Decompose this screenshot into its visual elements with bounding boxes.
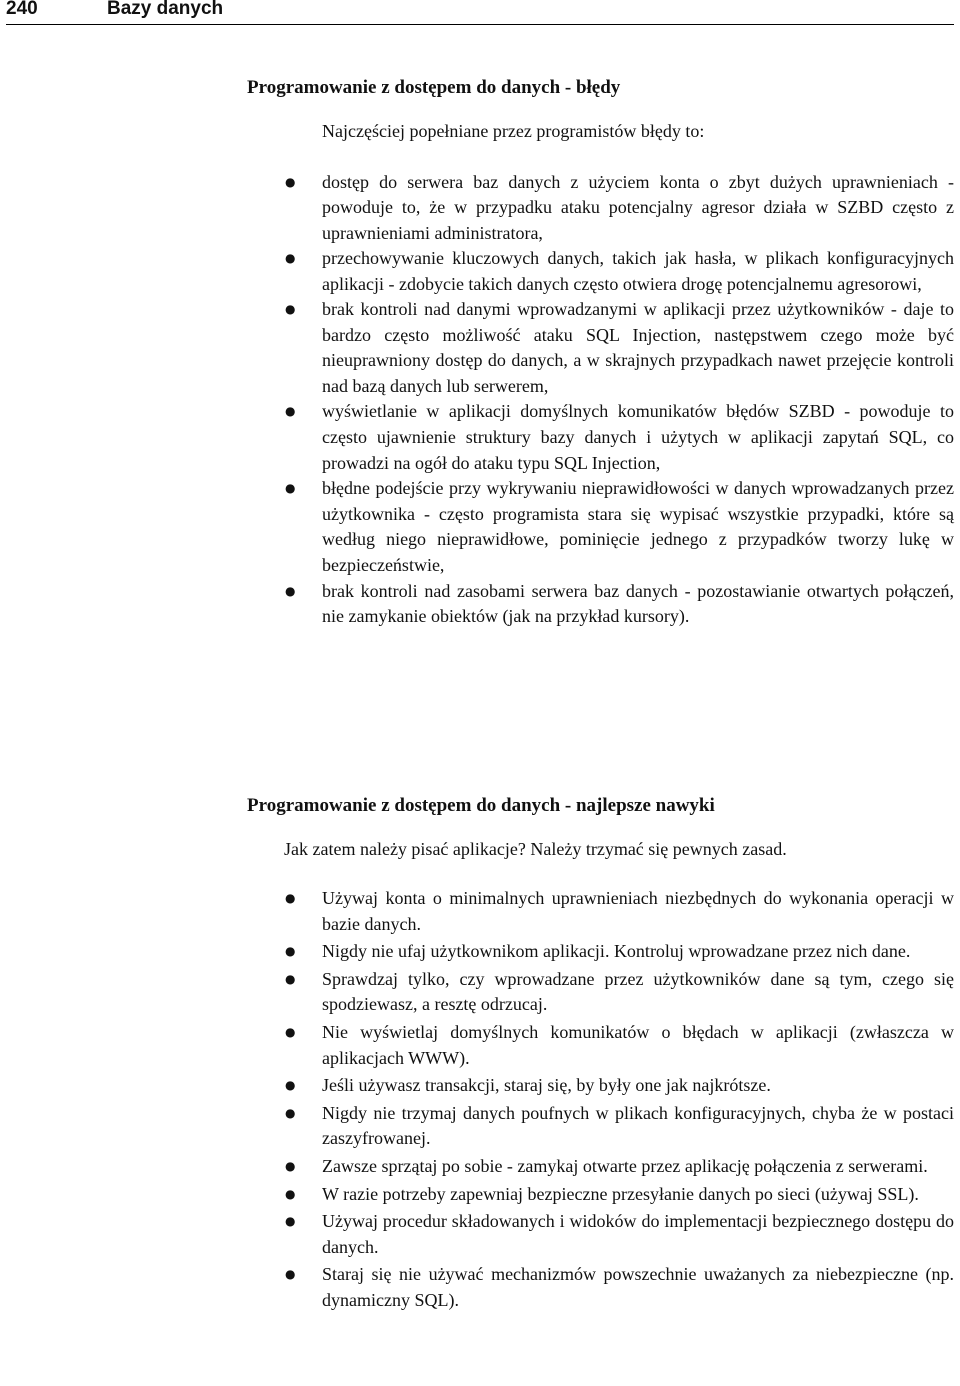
- page-number: 240: [6, 0, 38, 19]
- bullet-icon: ●: [285, 1078, 296, 1093]
- best-practices-list: [285, 886, 954, 1316]
- section-intro-best-practices: Jak zatem należy pisać aplikacje? Należy trzymać się pewnych zasad.: [284, 839, 787, 859]
- bullet-icon: ●: [285, 404, 296, 419]
- list-item: ● Używaj procedur składowanych i widoków do implementacji bezpiecznego dostępu do danych.: [285, 1211, 954, 1257]
- bullet-icon: ●: [285, 891, 296, 905]
- list-item: ● Staraj się nie używać mechanizmów powszechnie uważanych za niebezpieczne (np. dynamiczny SQL).: [285, 1264, 954, 1310]
- list-item: ● brak kontroli nad zasobami serwera baz danych - pozostawianie otwartych połączeń, nie zamykanie obiektów (jak na przykład kursory).: [285, 580, 954, 627]
- section-title-errors: Programowanie z dostępem do danych - błędy: [247, 77, 621, 98]
- list-item: ● Nigdy nie trzymaj danych poufnych w plikach konfiguracyjnych, chyba że w postaci zaszyfrowanej.: [285, 1102, 954, 1149]
- list-item: ● dostęp do serwera baz danych z użyciem konta o zbyt dużych uprawnieniach - powoduje to, że w przypadku ataku potencjalny agresor działa w SZBD często z uprawnieniami administratora,: [285, 172, 954, 243]
- errors-list: [285, 170, 954, 630]
- list-item: ● wyświetlanie w aplikacji domyślnych komunikatów błędów SZBD - powoduje to często ujawnienie struktury bazy danych i użytych w aplikacji zapytań SQL, co prowadzi na ogół do ataku typu SQL Injection,: [285, 401, 954, 473]
- list-item: ● Nigdy nie ufaj użytkownikom aplikacji. Kontroluj wprowadzane przez nich dane.: [322, 939, 954, 965]
- bullet-icon: ●: [285, 175, 296, 189]
- list-item: ● Jeśli używasz transakcji, staraj się, by były one jak najkrótsze.: [322, 1073, 954, 1099]
- page-header: [6, 0, 954, 25]
- list-item: ● brak kontroli nad danymi wprowadzanymi w aplikacji przez użytkowników - daje to bardzo często możliwość ataku SQL Injection, następstwem czego może być nieuprawniony dostęp do danych, a w skrajnych przypadkach nawet przejęcie kontroli nad bazą danych lub serwerem,: [285, 299, 954, 396]
- bullet-icon: ●: [285, 1024, 296, 1039]
- list-item: ● Sprawdzaj tylko, czy wprowadzane przez użytkowników dane są tym, czego się spodziewasz, a resztę odrzucaj.: [285, 968, 954, 1015]
- list-item: ● Zawsze sprzątaj po sobie - zamykaj otwarte przez aplikację połączenia z serwerami.: [322, 1154, 954, 1180]
- bullet-icon: ●: [285, 251, 296, 266]
- list-item: ● Nie wyświetlaj domyślnych komunikatów o błędach w aplikacji (zwłaszcza w aplikacjach WWW).: [285, 1021, 954, 1068]
- bullet-icon: ●: [285, 1214, 296, 1229]
- list-item: ● błędne podejście przy wykrywaniu nieprawidłowości w danych wprowadzanych przez użytkownika - często programista stara się wypisać wszystkie przypadki, które są według niego nieprawidłowe, pominięcie jednego z przypadków tworzy lukę w bezpieczeństwie,: [285, 478, 954, 575]
- bullet-icon: ●: [285, 481, 296, 496]
- bullet-icon: ●: [285, 1186, 296, 1201]
- list-item: ● W razie potrzeby zapewniaj bezpieczne przesyłanie danych po sieci (używaj SSL).: [322, 1182, 954, 1208]
- running-title: Bazy danych: [107, 0, 224, 19]
- bullet-icon: ●: [285, 971, 296, 986]
- bullet-icon: ●: [285, 1267, 296, 1282]
- section-intro-errors: Najczęściej popełniane przez programistów błędy to:: [322, 121, 705, 141]
- list-item: ● Używaj konta o minimalnych uprawnieniach niezbędnych do wykonania operacji w bazie danych.: [285, 888, 954, 934]
- bullet-icon: ●: [285, 944, 296, 959]
- bullet-icon: ●: [285, 1158, 296, 1173]
- bullet-icon: ●: [285, 583, 296, 598]
- bullet-icon: ●: [285, 1105, 296, 1120]
- list-item: ● przechowywanie kluczowych danych, takich jak hasła, w plikach konfiguracyjnych aplikacji - zdobycie takich danych często otwiera drogę potencjalnemu agresorowi,: [285, 248, 954, 294]
- section-title-best-practices: Programowanie z dostępem do danych - najlepsze nawyki: [247, 795, 715, 816]
- bullet-icon: ●: [285, 302, 296, 317]
